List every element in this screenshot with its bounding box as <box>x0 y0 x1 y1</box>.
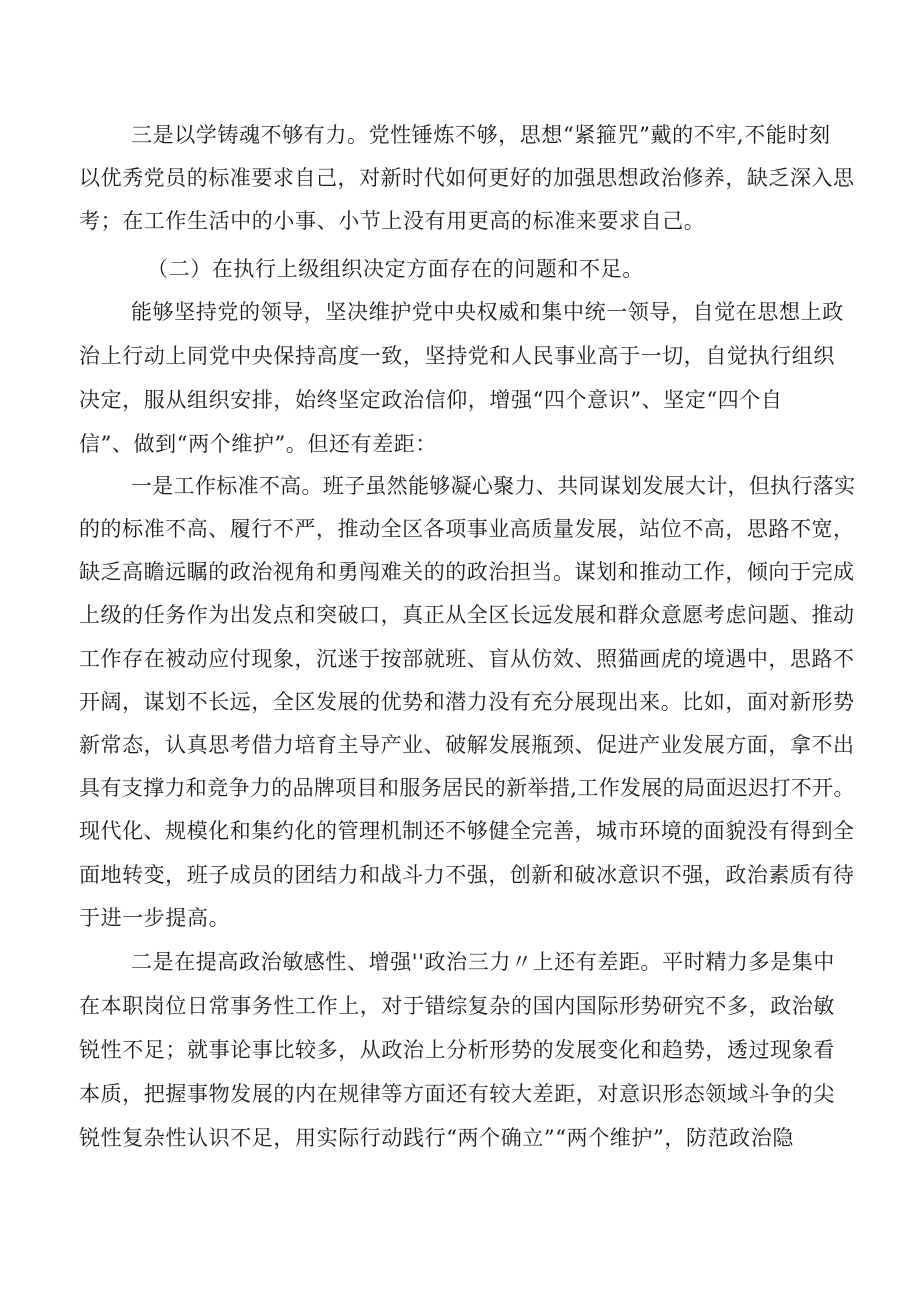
text-line: 锐性复杂性认识不足，用实际行动践行“两个确立”“两个维护”，防范政治隐 <box>79 1126 794 1150</box>
text-line: 治上行动上同党中央保持高度一致，坚持党和人民事业高于一切，自觉执行组织 <box>79 344 835 368</box>
text-line: 决定，服从组织安排，始终坚定政治信仰，增强“四个意识”、坚定“四个自 <box>79 388 783 412</box>
text-line: 面地转变，班子成员的团结力和战斗力不强，创新和破冰意识不强，政治素质有待 <box>79 863 855 887</box>
text-line: 的的标准不高、履行不严，推动全区各项事业高质量发展，站位不高，思路不宽， <box>79 517 855 541</box>
text-line: 本质，把握事物发展的内在规律等方面还有较大差距，对意识形态领域斗争的尖 <box>79 1082 835 1106</box>
text-line: 在本职岗位日常事务性工作上，对于错综复杂的国内国际形势研究不多，政治敏 <box>79 994 835 1018</box>
text-line: 缺乏高瞻远瞩的政治视角和勇闯难关的的政治担当。谋划和推动工作，倾向于完成 <box>79 560 855 584</box>
text-line: 上级的任务作为出发点和突破口，真正从全区长远发展和群众意愿考虑问题、推动 <box>79 603 855 627</box>
text-line: 锐性不足；就事论事比较多，从政治上分析形势的发展变化和趋势，透过现象看 <box>79 1038 835 1062</box>
text-line: 工作存在被动应付现象，沉迷于按部就班、盲从仿效、照猫画虎的境遇中，思路不 <box>79 647 855 671</box>
text-line: 一是工作标准不高。班子虽然能够凝心聚力、共同谋划发展大计，但执行落实 <box>131 474 856 498</box>
text-line: 二是在提高政治敏感性、增强''政治三力〃上还有差距。平时精力多是集中 <box>131 950 835 974</box>
text-line: 能够坚持党的领导，坚决维护党中央权威和集中统一领导，自觉在思想上政 <box>131 300 844 324</box>
text-line: 考；在工作生活中的小事、小节上没有用更高的标准来要求自己。 <box>79 209 706 233</box>
text-line: 具有支撑力和竞争力的品牌项目和服务居民的新举措,工作发展的局面迟迟打不开。 <box>79 776 855 800</box>
section-heading: （二）在执行上级组织决定方面存在的问题和不足。 <box>147 257 644 281</box>
text-line: 新常态，认真思考借力培育主导产业、破解发展瓶颈、促进产业发展方面，拿不出 <box>79 733 855 757</box>
text-line: 于进一步提高。 <box>79 906 231 930</box>
text-line: 以优秀党员的标准要求自己，对新时代如何更好的加强思想政治修养，缺乏深入思 <box>79 166 855 190</box>
text-line: 三是以学铸魂不够有力。党性锤炼不够，思想“紧箍咒”戴的不牢,不能时刻 <box>131 123 831 147</box>
text-line: 现代化、规模化和集约化的管理机制还不够健全完善，城市环境的面貌没有得到全 <box>79 819 855 843</box>
text-line: 开阔，谋划不长远，全区发展的优势和潜力没有充分展现出来。比如，面对新形势 <box>79 690 855 714</box>
text-line: 信”、做到“两个维护”。但还有差距： <box>79 432 438 456</box>
